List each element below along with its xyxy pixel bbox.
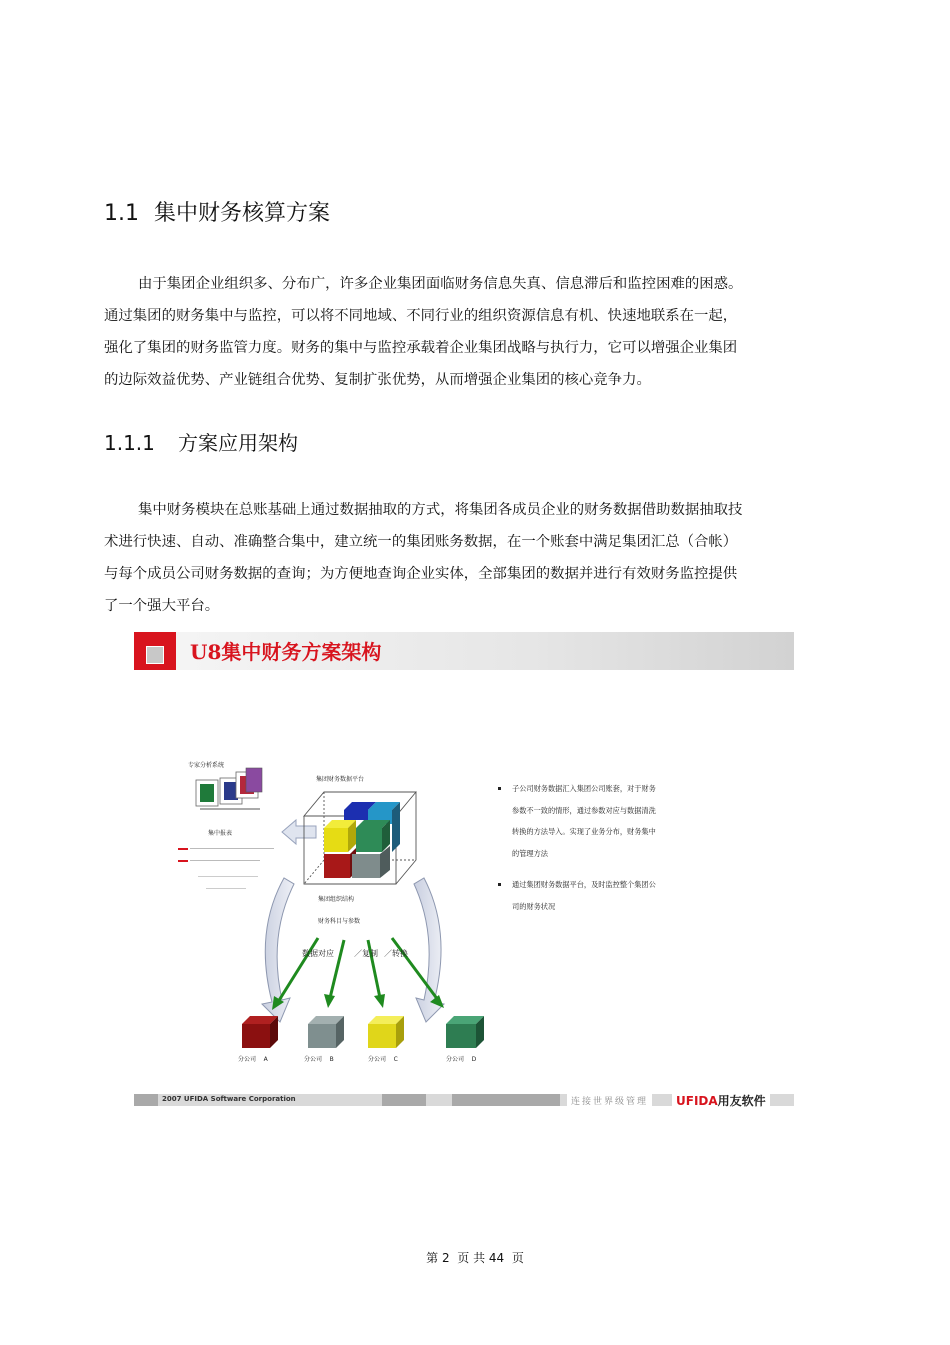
- subsection-heading: [104, 427, 298, 456]
- bullet-text: 通过集团财务数据平台，及时监控整个集团公司的财务状况: [512, 880, 656, 911]
- subsection-title: 方案应用架构: [178, 431, 298, 455]
- branch-label-c: 分公司 C: [368, 1056, 398, 1063]
- branch-label-a: 分公司 A: [238, 1056, 268, 1063]
- bullet-icon: [498, 787, 501, 790]
- accounts-params-label: 财务科目与参数: [318, 918, 361, 925]
- flow-label-map: 数据对应: [302, 949, 334, 958]
- flow-label-copy: ／复制: [354, 949, 378, 958]
- footer-slogan: 连接世界级管理: [567, 1094, 652, 1107]
- bullet-item: [498, 874, 658, 917]
- slide-title: U8集中财务方案架构: [190, 640, 382, 664]
- paragraph-line: 了一个强大平台。: [104, 598, 220, 614]
- flow-label-transfer: ／转换: [384, 949, 408, 958]
- paragraph-line: 的边际效益优势、产业链组合优势、复制扩张优势，从而增强企业集团的核心竞争力。: [104, 372, 651, 388]
- footer-bar: [452, 1094, 560, 1106]
- branch-cube-d: [446, 1016, 484, 1048]
- central-report-label: 集中报表: [208, 830, 233, 837]
- architecture-slide: [134, 632, 794, 1108]
- section-heading: [104, 196, 330, 227]
- branch-label-d: 分公司 D: [446, 1056, 477, 1063]
- data-blocks-icon: [324, 802, 400, 878]
- footer-bar: [382, 1094, 426, 1106]
- subsection-paragraph: [104, 494, 774, 622]
- report-stack-icon: [196, 768, 262, 810]
- branch-label-b: 分公司 B: [304, 1056, 334, 1063]
- paragraph-line: 与每个成员公司财务数据的查询；为方便地查询企业实体，全部集团的数据并进行有效财务监控提供: [104, 566, 738, 582]
- paragraph-line: 强化了集团的财务监管力度。财务的集中与监控承载着企业集团战略与执行力，它可以增强企业集团: [104, 340, 738, 356]
- footer-copyright: 2007 UFIDA Software Corporation: [162, 1095, 296, 1103]
- branch-cube-a: [242, 1016, 278, 1048]
- report-lines-icon: [178, 848, 274, 889]
- left-arrow-icon: [282, 820, 316, 844]
- page-number: 第 2 页 共 44 页: [426, 1251, 524, 1265]
- bullet-item: [498, 778, 658, 864]
- org-structure-label: 集团组织结构: [318, 896, 355, 903]
- paragraph-line: 由于集团企业组织多、分布广，许多企业集团面临财务信息失真、信息滞后和监控困难的困惑。: [138, 276, 743, 292]
- branch-cube-c: [368, 1016, 404, 1048]
- architecture-diagram: [134, 632, 794, 1108]
- branch-cube-b: [308, 1016, 344, 1048]
- subsection-number: 1.1.1: [104, 431, 155, 455]
- slide-footer: [134, 1094, 794, 1106]
- expert-system-label: 专家分析系统: [188, 762, 225, 769]
- footer-bar: [134, 1094, 158, 1106]
- platform-label: 集团财务数据平台: [316, 776, 365, 783]
- slide-bullet-list: [498, 778, 658, 917]
- paragraph-line: 通过集团的财务集中与监控，可以将不同地域、不同行业的组织资源信息有机、快速地联系在一起，: [104, 308, 738, 324]
- section-number: 1.1: [104, 201, 139, 226]
- bullet-text: 子公司财务数据汇入集团公司账套，对于财务参数不一致的情形，通过参数对应与数据清洗转换的方法导入。实现了业务分布，财务集中的管理方法: [512, 784, 656, 858]
- section-title: 集中财务核算方案: [154, 201, 331, 226]
- paragraph-line: 集中财务模块在总账基础上通过数据抽取的方式，将集团各成员企业的财务数据借助数据抽取技: [138, 502, 743, 518]
- section-paragraph: [104, 268, 774, 396]
- paragraph-line: 术进行快速、自动、准确整合集中，建立统一的集团账务数据，在一个账套中满足集团汇总（合帐）: [104, 534, 738, 550]
- footer-brand-logo: UFIDA用友软件: [672, 1092, 770, 1109]
- bullet-icon: [498, 883, 501, 886]
